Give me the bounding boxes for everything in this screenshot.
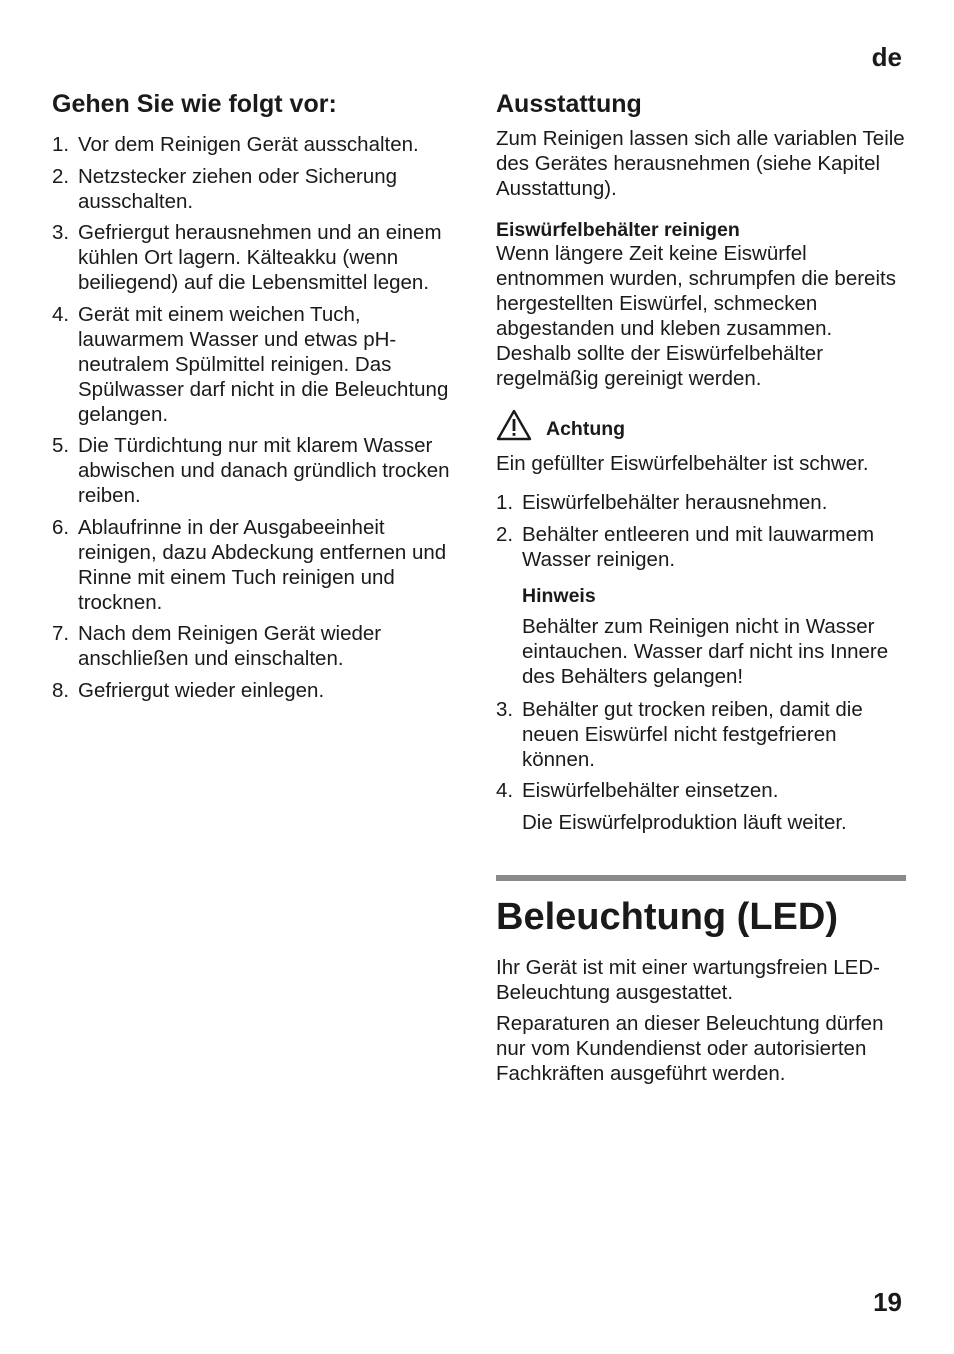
step-number: 2. — [496, 522, 514, 546]
step-number: 2. — [52, 164, 70, 188]
equipment-intro: Zum Reinigen lassen sich alle variablen Teile des Gerätes herausnehmen (siehe Kapitel Ausstattung). — [496, 127, 905, 200]
list-item — [52, 302, 464, 427]
list-item — [496, 697, 906, 772]
warning-label: Achtung — [546, 418, 626, 440]
equipment-heading: Ausstattung — [496, 90, 642, 118]
note-title: Hinweis — [522, 584, 596, 607]
step-text: Gefriergut wieder einlegen. — [78, 678, 325, 702]
step-text: Behälter entleeren und mit lauwarmem Wasser reinigen. — [522, 522, 875, 571]
step-number: 4. — [52, 302, 70, 326]
list-item — [496, 522, 906, 572]
warning-triangle-icon — [496, 409, 532, 441]
right-column — [496, 88, 906, 1086]
step-number: 4. — [496, 779, 514, 802]
left-column — [52, 88, 464, 709]
led-paragraph-2: Reparaturen an dieser Beleuchtung dürfen nur vom Kundendienst oder autorisierten Fachkräften ausgeführt werden. — [496, 1011, 884, 1085]
step-number: 7. — [52, 622, 70, 645]
ice-tray-steps-list-continued — [496, 697, 906, 804]
list-item — [52, 515, 464, 615]
ice-tray-steps-list — [496, 490, 906, 572]
list-item — [52, 220, 464, 295]
step-text: Gerät mit einem weichen Tuch, lauwarmem Wasser und etwas pH-neutralem Spülmittel reinigen. Das Spülwasser darf nicht in die Beleuchtung gelangen. — [78, 302, 449, 426]
cleaning-steps-list — [52, 132, 464, 703]
ice-tray-heading: Eiswürfelbehälter reinigen — [496, 219, 740, 241]
step-number: 1. — [52, 133, 70, 156]
step-number: 5. — [52, 434, 70, 457]
step-text: Ablaufrinne in der Ausgabeeinheit reinigen, dazu Abdeckung entfernen und Rinne mit einem Tuch reinigen und trocknen. — [78, 515, 447, 614]
step-text: Nach dem Reinigen Gerät wieder anschließen und einschalten. — [78, 622, 382, 670]
step-number: 1. — [496, 491, 514, 514]
step-number: 3. — [496, 697, 514, 721]
step-text: Eiswürfelbehälter herausnehmen. — [522, 491, 828, 514]
step-number: 3. — [52, 221, 70, 244]
warning-header — [496, 405, 906, 441]
result-text: Die Eiswürfelproduktion läuft weiter. — [522, 810, 847, 834]
ice-tray-description: Wenn längere Zeit keine Eiswürfel entnommen wurden, schrumpfen die bereits hergestellten Eiswürfel, schmecken abgestanden und kleben zusammen. Deshalb sollte der Eiswürfelbehälter regelmäßig gereinigt werden. — [496, 242, 896, 390]
list-item — [52, 621, 464, 671]
step-text: Eiswürfelbehälter einsetzen. — [522, 779, 779, 802]
step-number: 8. — [52, 678, 70, 702]
led-paragraph-1: Ihr Gerät ist mit einer wartungsfreien LED-Beleuchtung ausgestattet. — [496, 955, 880, 1004]
list-item — [496, 490, 906, 515]
step-text: Die Türdichtung nur mit klarem Wasser abwischen und danach gründlich trocken reiben. — [78, 434, 450, 507]
note-text: Behälter zum Reinigen nicht in Wasser eintauchen. Wasser darf nicht ins Innere des Behälters gelangen! — [522, 614, 889, 688]
step-text: Gefriergut herausnehmen und an einem kühlen Ort lagern. Kälteakku (wenn beiliegend) auf die Lebensmittel legen. — [78, 221, 442, 294]
step-number: 6. — [52, 515, 70, 539]
list-item — [52, 132, 464, 157]
list-item — [496, 778, 906, 803]
steps-heading: Gehen Sie wie folgt vor: — [52, 90, 337, 118]
chapter-divider — [496, 875, 906, 881]
step-text: Netzstecker ziehen oder Sicherung ausschalten. — [78, 164, 398, 213]
language-code: de — [871, 42, 902, 72]
page-number: 19 — [873, 1287, 902, 1317]
warning-text: Ein gefüllter Eiswürfelbehälter ist schwer. — [496, 452, 869, 475]
step-text: Behälter gut trocken reiben, damit die neuen Eiswürfel nicht festgefrieren können. — [522, 697, 863, 771]
chapter-title: Beleuchtung (LED) — [496, 895, 838, 938]
step-text: Vor dem Reinigen Gerät ausschalten. — [78, 133, 419, 156]
list-item — [52, 678, 464, 703]
list-item — [52, 164, 464, 214]
list-item — [52, 433, 464, 508]
